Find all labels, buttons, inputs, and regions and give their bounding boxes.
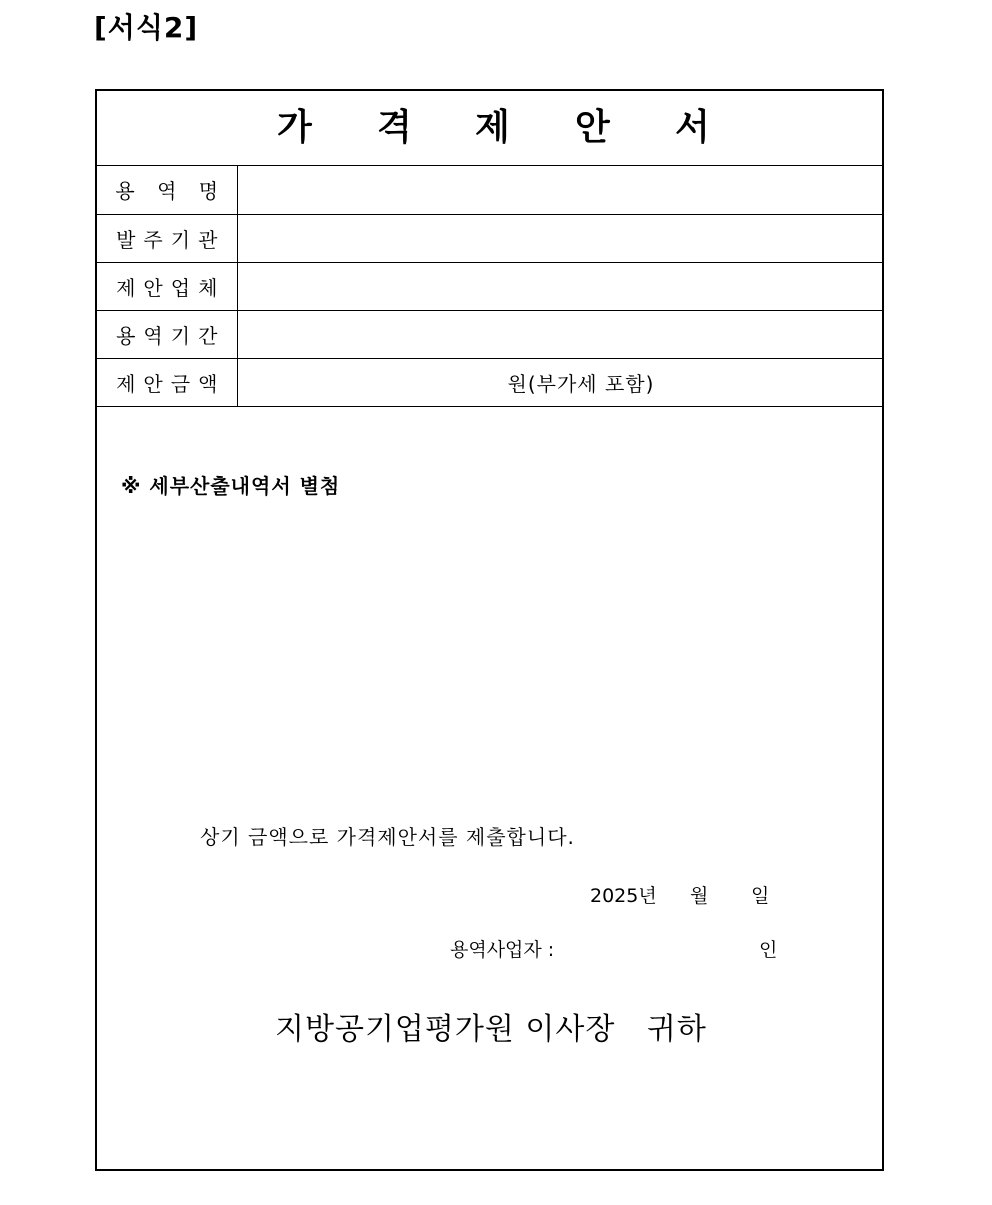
contractor-label: 용역사업자 : bbox=[450, 939, 555, 961]
proposing-company-label: 제안업체 bbox=[97, 262, 237, 310]
title-char: 격 bbox=[377, 107, 412, 148]
table-row bbox=[97, 262, 882, 310]
proposing-company-value bbox=[237, 262, 882, 310]
table-row bbox=[97, 358, 882, 406]
service-period-label: 용역기간 bbox=[97, 310, 237, 358]
date-day: 일 bbox=[751, 885, 770, 907]
proposed-amount-label: 제안금액 bbox=[97, 358, 237, 406]
form-title bbox=[97, 91, 882, 166]
service-period-value bbox=[237, 310, 882, 358]
proposed-amount-value: 원(부가세 포함) bbox=[237, 358, 882, 406]
title-char: 제 bbox=[475, 107, 510, 148]
title-char: 서 bbox=[675, 107, 710, 148]
info-table bbox=[97, 166, 882, 407]
table-row bbox=[97, 214, 882, 262]
table-row bbox=[97, 166, 882, 214]
service-name-value bbox=[237, 166, 882, 214]
price-proposal-form bbox=[95, 89, 884, 1171]
submission-statement: 상기 금액으로 가격제안서를 제출합니다. bbox=[200, 825, 575, 849]
date-year: 2025년 bbox=[590, 885, 657, 907]
seal-mark: 인 bbox=[759, 939, 778, 961]
service-name-label: 용 역 명 bbox=[97, 166, 237, 214]
ordering-agency-label: 발주기관 bbox=[97, 214, 237, 262]
attachment-note: ※ 세부산출내역서 별첨 bbox=[121, 474, 341, 498]
table-row bbox=[97, 310, 882, 358]
date-month: 월 bbox=[690, 885, 709, 907]
title-char: 안 bbox=[575, 107, 610, 148]
form-number-label: [서식2] bbox=[94, 11, 199, 44]
ordering-agency-value bbox=[237, 214, 882, 262]
recipient: 지방공기업평가원 이사장 귀하 bbox=[275, 1012, 707, 1047]
title-char: 가 bbox=[277, 107, 312, 148]
